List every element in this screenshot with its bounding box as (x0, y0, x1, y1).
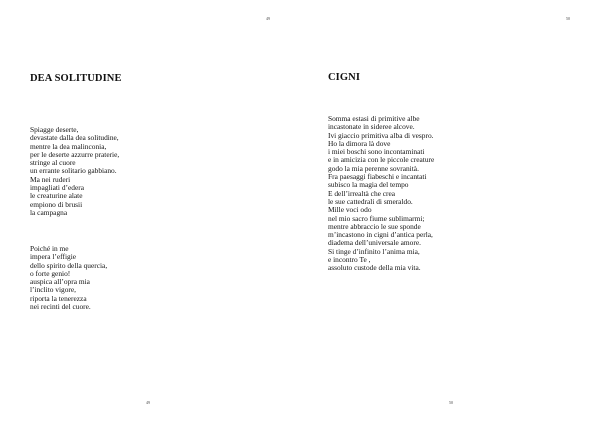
poem-verse: subisco la magia del tempo (328, 180, 409, 190)
poem-verse: E dell’irrealtà che crea (328, 188, 396, 198)
poem-verse: impera l’effigie (30, 252, 77, 262)
poem-verse: e incontro Te , (328, 255, 371, 265)
poem-verse: la campagna (30, 207, 68, 217)
poem-verse: incastonate in sideree alcove. (328, 122, 415, 132)
poem-verse: l’inclito vigore, (30, 285, 76, 295)
poem-verse: Poiché in me (30, 244, 69, 253)
poem-verse: Fra paesaggi fiabeschi e incantati (328, 172, 427, 182)
poem-verse: o forte genio! (30, 268, 71, 278)
poem-verse: per le deserte azzurre praterie, (30, 149, 120, 159)
right-page-number-top: 50 (566, 16, 570, 21)
poem-verse: impagliati d’edera (30, 183, 84, 193)
poem-verse: devastate dalla dea solitudine, (30, 133, 119, 143)
poem-verse: Ho la dimora là dove (328, 138, 391, 148)
right-page-number-bottom: 50 (449, 400, 453, 405)
poem-title-dea-solitudine: DEA SOLITUDINE (30, 73, 122, 84)
poem-stanza (328, 115, 434, 273)
left-page-number-top: 49 (266, 16, 270, 21)
poem-verse: le creaturine alate (30, 191, 83, 201)
poem-verse: Mille voci odo (328, 205, 372, 215)
poem-verse: stringe al cuore (30, 158, 76, 168)
poem-stanza (30, 245, 107, 311)
poem-verse: riporta la tenerezza (30, 293, 87, 303)
poem-verse: nel mio sacro fiume sublimarmi; (328, 213, 425, 223)
left-page-number-bottom: 49 (146, 400, 150, 405)
poem-verse: Si tinge d’infinito l’anima mia, (328, 246, 420, 256)
poem-verse: Somma estasi di primitive albe (328, 114, 420, 123)
poem-verse: e in amicizia con le piccole creature (328, 155, 435, 165)
poem-verse: empiono di brusii (30, 199, 83, 209)
poem-verse: auspica all’opra mia (30, 277, 90, 287)
poem-verse: le sue cattedrali di smeraldo. (328, 196, 413, 206)
poem-verse: mentre abbraccio le sue sponde (328, 221, 421, 231)
poem-verse: m’incastono in cigni d’antica perla, (328, 230, 433, 240)
poem-verse: mentre la dea malinconia, (30, 141, 107, 151)
poem-verse: diadema dell’universale amore. (328, 238, 421, 248)
poem-verse: Ivi giaccio primitiva alba di vespro. (328, 130, 434, 140)
poem-verse: Spiagge deserte, (30, 125, 79, 134)
poem-verse: dello spirito della quercia, (30, 260, 108, 270)
poem-stanza (30, 126, 119, 217)
poem-verse: un errante solitario gabbiano. (30, 166, 117, 176)
poem-title-cigni: CIGNI (328, 72, 361, 83)
poem-verse: nei recinti del cuore. (30, 302, 91, 312)
poem-verse: i miei boschi sono incontaminati (328, 147, 425, 157)
right-page (300, 0, 600, 424)
poem-verse: godo la mia perenne sovranità. (328, 163, 419, 173)
poem-verse: Ma nei ruderi (30, 174, 71, 184)
poem-verse: assoluto custode della mia vita. (328, 263, 421, 273)
